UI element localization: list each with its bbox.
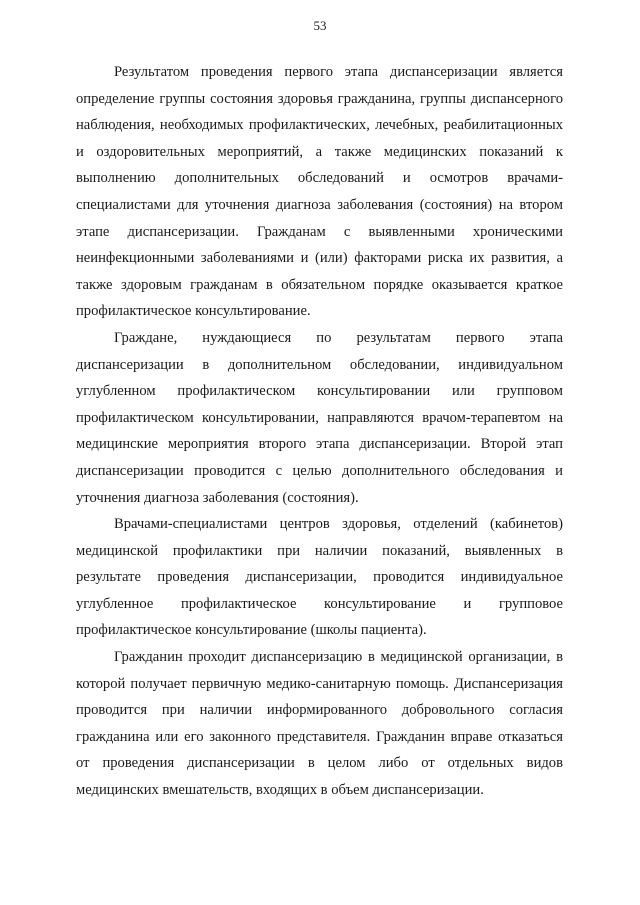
page-number: 53 [313,18,327,33]
paragraph-2-second-stage-referral: Граждане, нуждающиеся по результатам первого этапа диспансеризации в дополнительном обследовании, индивидуальном углубленном профилактическом консультировании или групповом профилактическом консультировании, направляются врачом-терапевтом на медицинские мероприятия второго этапа диспансеризации. Второй этап диспансеризации проводится с целью дополнительного обследования и уточнения диагноза заболевания (состояния). [76,329,563,506]
paragraph-3-specialist-counseling: Врачами-специалистами центров здоровья, отделений (кабинетов) медицинской профилактики при наличии показаний, выявленных в результате проведения диспансеризации, проводится индивидуальное углубленное профилактическое консультирование и групповое профилактическое консультирование (школы пациента). [76,516,563,639]
paragraph-4-consent: Гражданин проходит диспансеризацию в медицинской организации, в которой получает первичную медико-санитарную помощь. Диспансеризация проводится при наличии информированного добровольного согласия гражданина или его законного представителя. Гражданин вправе отказаться от проведения диспансеризации в целом либо от отдельных видов медицинских вмешательств, входящих в объем диспансеризации. [76,649,563,799]
paragraph-1-results-first-stage: Результатом проведения первого этапа диспансеризации является определение группы состояния здоровья гражданина, группы диспансерного наблюдения, необходимых профилактических, лечебных, реабилитационных и оздоровительных мероприятий, а также медицинских показаний к выполнению дополнительных обследований и осмотров врачами-специалистами для уточнения диагноза заболевания (состояния) на втором этапе диспансеризации. Гражданам с выявленными хроническими неинфекционными заболеваниями и (или) факторами риска их развития, а также здоровым гражданам в обязательном порядке оказывается краткое профилактическое консультирование. [76,64,563,320]
document-body [76,59,563,804]
